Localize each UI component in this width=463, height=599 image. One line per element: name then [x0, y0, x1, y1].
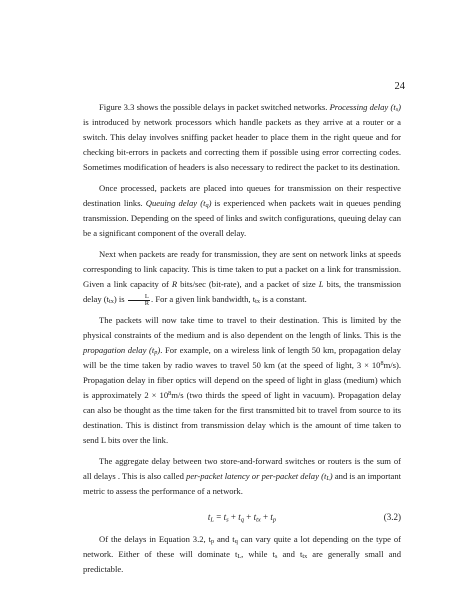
term-processing-delay: Processing delay: [329, 102, 389, 112]
term-per-packet-latency: per-packet latency or per-packet delay $(t_L)$: [186, 471, 333, 483]
equation-3-2: [83, 505, 401, 527]
equation-number: (3.2): [383, 511, 401, 522]
paragraph-delay-comparison: Of the delays in Equation 3.2, $t_p$ and $t_q$ can vary quite a lot depending on the type of network. Either of these will dominate $t_L$, while $t_s$ and $t_{tx}$ are generally small and predictable.: [83, 533, 402, 575]
paragraph-transmission-delay: Next when packets are ready for transmission, they are sent on network links at speeds corresponding to link capacity. This is time taken to put a packet on a link for transmission. Given a link capacity of R bits/sec (bit-rate), and a packet of size L bits, the transmission delay $(t_{tx})$ is $\frac{L}{R}$ . For a given link bandwidth, $t_{tx}$ is a constant.: [83, 248, 402, 307]
paragraph-processing-delay: Figure 3.3 shows the possible delays in packet switched networks. Processing delay $(t_s)$ is introduced by network processors which handle packets as they arrive at a router or a switch. This delay involves sniffing packet header to place them in the right queue and for checking bit-errors in packets and correcting them if possible using error correcting codes. Sometimes modification of headers is also necessary to redirect the packet to its destination.: [83, 102, 401, 173]
paragraph-queuing-delay: Once processed, packets are placed into queues for transmission on their respective destination links. Queuing delay $(t_q)$ is experienced when packets wait in queues pending transmission. Depending on the speed of links and switch configurations, queuing delay can be a significant component of the overall delay.: [83, 182, 401, 239]
paragraph-aggregate-delay: The aggregate delay between two store-and-forward switches or routers is the sum of all delays . This is also called per-packet latency or per-packet delay $(t_L)$ and is an important metric to assess the performance of a network.: [83, 456, 401, 497]
page-number: 24: [394, 81, 405, 92]
term-propagation-delay: propagation delay $(t_p)$: [83, 344, 161, 357]
paragraph-propagation-delay: The packets will now take time to travel to their destination. This is limited by the physical constraints of the medium and is also dependent on the length of links. This is the propagation delay $(t_p)$. For example, on a wireless link of length 50 km, propagation delay will be the time taken by radio waves to travel 50 km (at the speed of light, $3 \times 10^8m/s$). Propagation delay in fiber optics will depend on the speed of light in glass (medium) which is approximately $2 \times 10^8m/s$ (two thirds the speed of light in vacuum). Propagation delay can also be thought as the time taken for the first transmitted bit to travel from source to its destination. This is distinct from transmission delay which is the amount of time taken to send L bits over the link.: [83, 314, 402, 446]
fraction-l-over-r: $\frac{L}{R}$: [128, 294, 150, 307]
term-queuing-delay: Queuing delay $(t_q)$: [145, 198, 212, 210]
body-text: [83, 100, 401, 583]
equation-formula: $t_L = t_s + t_q + t_{tx} + t_p$: [207, 511, 277, 524]
